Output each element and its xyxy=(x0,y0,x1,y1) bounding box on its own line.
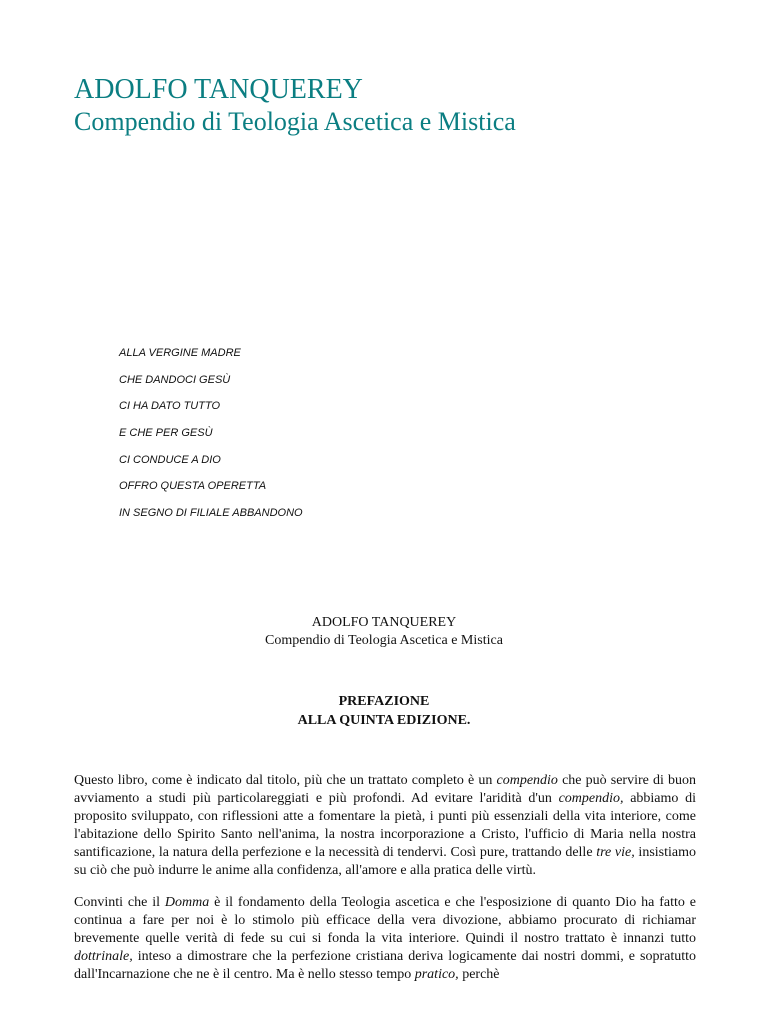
subheader-author: ADOLFO TANQUEREY xyxy=(311,615,457,630)
dedication-line: OFFRO QUESTA OPERETTA xyxy=(119,480,267,493)
text-run: che può servire di buon avviamento a studi più particolareggiati e più profondi. Ad evitare l'aridità d'un xyxy=(74,773,696,806)
preface-line-2: ALLA QUINTA EDIZIONE. xyxy=(297,713,471,728)
text-run: è il fondamento della Teologia ascetica e che l'esposizione di quanto Dio ha fatto e continua a fare per noi è lo stimolo più efficace della vera divozione, abbiamo procurato di richiamar brevemente quelle verità di fede su cui si fonda la vita interiore. Quindi il nostro trattato è innanzi tutto xyxy=(74,895,697,946)
italic-run: dottrinale, xyxy=(74,949,133,964)
preface-heading xyxy=(0,692,768,730)
dedication-line: ALLA VERGINE MADRE xyxy=(119,347,241,359)
italic-run: pratico, xyxy=(414,967,459,982)
subheader-title: Compendio di Teologia Ascetica e Mistica xyxy=(265,633,503,648)
italic-run: compendio, xyxy=(558,791,624,806)
preface-line-1: PREFAZIONE xyxy=(338,694,430,709)
subheader xyxy=(0,614,768,650)
dedication xyxy=(119,344,303,531)
dedication-line: CHE DANDOCI GESÙ xyxy=(119,373,231,386)
document-heading xyxy=(74,74,516,138)
body-text xyxy=(74,772,696,998)
italic-run: compendio xyxy=(496,773,558,788)
paragraph xyxy=(74,772,696,880)
italic-run: tre vie, xyxy=(596,845,635,860)
heading-author: ADOLFO TANQUEREY xyxy=(74,74,363,105)
text-run: abbiamo di proposito sviluppato, con riflessioni atte a fomentare la pietà, i punti più essenziali della vita interiore, come l'abitazione dello Spirito Santo nell'anima, la nostra incorporazione a Cristo, l'ufficio di Maria nella nostra santificazione, la natura della perfezione e la necessità di tendervi. Così pure, trattando delle xyxy=(74,791,696,860)
italic-run: Domma xyxy=(164,895,210,910)
text-run: perchè xyxy=(458,967,500,982)
text-run: Questo libro, come è indicato dal titolo, più che un trattato completo è un xyxy=(74,773,497,788)
dedication-line: IN SEGNO DI FILIALE ABBANDONO xyxy=(119,507,303,520)
dedication-line: CI HA DATO TUTTO xyxy=(119,400,221,413)
text-run: Convinti che il xyxy=(74,895,165,910)
heading-title: Compendio di Teologia Ascetica e Mistica xyxy=(74,107,516,136)
text-run: insistiamo su ciò che può indurre le anime alla confidenza, all'amore e alla pratica delle virtù. xyxy=(74,845,696,878)
dedication-line: CI CONDUCE A DIO xyxy=(119,453,221,466)
dedication-line: E CHE PER GESÙ xyxy=(119,427,213,440)
text-run: inteso a dimostrare che la perfezione cristiana deriva logicamente dai nostri dommi, e sopratutto dall'Incarnazione che ne è il centro. Ma è nello stesso tempo xyxy=(74,949,696,982)
paragraph xyxy=(74,894,696,984)
